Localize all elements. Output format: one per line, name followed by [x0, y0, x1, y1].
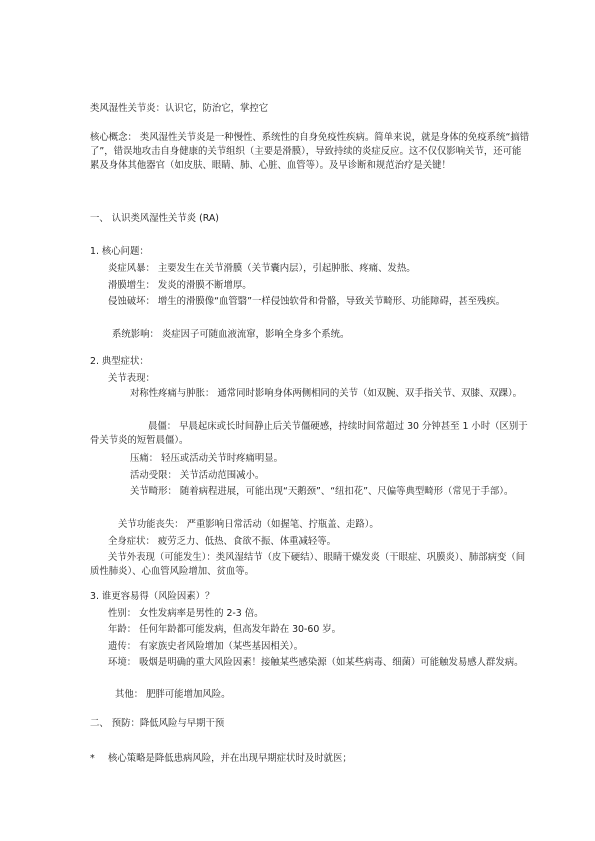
section2-heading: 二、 预防：降低风险与早期干预: [90, 718, 225, 729]
section1-heading: 一、 认识类风湿性关节炎 (RA): [90, 213, 219, 224]
bullet-icon: *: [90, 753, 95, 764]
document-title: 类风湿性关节炎：认识它，防治它，掌控它: [90, 103, 269, 114]
risk-item: 环境： 吸烟是明确的重大风险因素！接触某些感染源（如某些病毒、细菌）可能触发易感人群发病。: [108, 657, 524, 668]
sub1-item: 滑膜增生： 发炎的滑膜不断增厚。: [108, 280, 252, 291]
sub3-heading: 3. 谁更容易得（风险因素）？: [90, 591, 215, 602]
joint-item: 压痛： 轻压或活动关节时疼痛明显。: [130, 453, 283, 464]
intro-paragraph: 核心概念： 类风湿性关节炎是一种慢性、系统性的自身免疫性疾病。简单来说，就是身体的免疫系统“搞错了”，错误地攻击自身健康的关节组织（主要是滑膜），导致持续的炎症反应。这不仅仅影响关节，还可能累及身体其他器官（如皮肤、眼睛、肺、心脏、血管等）。及早诊断和规范治疗是关键！: [90, 132, 530, 171]
joint-item: 关节功能丧失： 严重影响日常活动（如握笔、拧瓶盖、走路）。: [118, 519, 379, 530]
sub1-heading: 1. 核心问题：: [90, 246, 149, 257]
sub2-heading: 2. 典型症状：: [90, 356, 149, 367]
sub1-item: 侵蚀破坏： 增生的滑膜像“血管翳”一样侵蚀软骨和骨骼，导致关节畸形、功能障碍，甚至残疾。: [108, 296, 506, 307]
joint-item: 对称性疼痛与肿胀： 通常同时影响身体两侧相同的关节（如双腕、双手指关节、双膝、双踝）。: [130, 388, 523, 399]
systemic-symptoms: 全身症状： 疲劳乏力、低热、食欲不振、体重减轻等。: [108, 536, 336, 547]
sub1-item: 系统影响： 炎症因子可随血液流窜，影响全身多个系统。: [112, 329, 350, 340]
joint-item: 晨僵： 早晨起床或长时间静止后关节僵硬感，持续时间常超过 30 分钟甚至 1 小时（区别于骨关节炎的短暂晨僵）。: [90, 421, 528, 446]
joint-item: 关节畸形： 随着病程进展，可能出现“天鹅颈”、“纽扣花”、尺偏等典型畸形（常见于手部）。: [130, 486, 514, 497]
bullet-text: 核心策略是降低患病风险，并在出现早期症状时及时就医；: [108, 753, 352, 764]
joint-heading: 关节表现：: [108, 373, 155, 384]
sub1-item: 炎症风暴： 主要发生在关节滑膜（关节囊内层），引起肿胀、疼痛、发热。: [108, 263, 416, 274]
joint-item: 活动受限： 关节活动范围减小。: [130, 470, 265, 481]
risk-item: 其他： 肥胖可能增加风险。: [115, 689, 231, 700]
risk-item: 年龄： 任何年龄都可能发病，但高发年龄在 30-60 岁。: [108, 624, 342, 635]
risk-item: 性别： 女性发病率是男性的 2-3 倍。: [108, 608, 264, 619]
risk-item: 遗传： 有家族史者风险增加（某些基因相关）。: [108, 641, 304, 652]
extra-articular: 关节外表现（可能发生）：类风湿结节（皮下硬结）、眼睛干燥发炎（干眼症、巩膜炎）、肺部病变（间质性肺炎）、心血管风险增加、贫血等。: [90, 552, 526, 577]
